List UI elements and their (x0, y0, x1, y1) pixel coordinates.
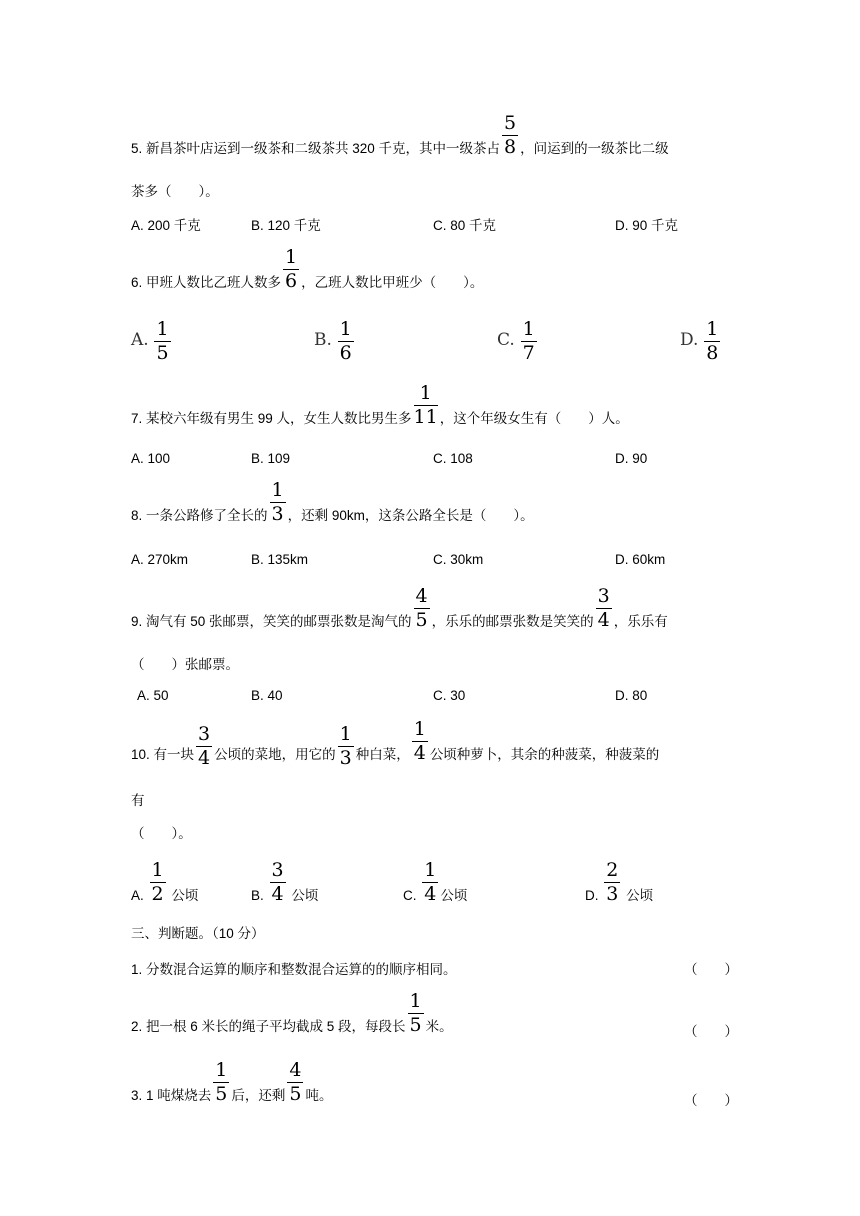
q9-option-c[interactable]: C. 30 (433, 688, 466, 703)
q10-text-c: 种白菜， (355, 747, 410, 763)
judge-item-1-answer[interactable]: （ ） (684, 962, 738, 977)
judge-item-3 (131, 1059, 333, 1118)
q9-fraction-1: $\frac{4}{5}$ (415, 585, 428, 631)
q5-option-c[interactable]: C. 80 千克 (433, 218, 497, 233)
q10-option-c-fraction: $\frac{1}{4}$ (424, 859, 437, 905)
judge-item-2-answer[interactable]: （ ） (684, 1024, 738, 1039)
judge-item-1-text: 1. 分数混合运算的顺序和整数混合运算的的顺序相同。 (131, 962, 457, 977)
q6-option-d[interactable]: D. $\frac{1}{8}$ (680, 318, 719, 364)
judge-item-3-fraction-1: $\frac{1}{5}$ (215, 1059, 228, 1105)
q6-option-c-fraction: $\frac{1}{7}$ (522, 318, 535, 364)
judge-item-3-text-b: 后，还剩 (231, 1088, 286, 1104)
q5-option-b[interactable]: B. 120 千克 (251, 218, 321, 233)
q8-option-b[interactable]: B. 135km (251, 552, 309, 567)
q6-option-c[interactable]: C. $\frac{1}{7}$ (497, 318, 535, 364)
q5-stem (131, 112, 669, 171)
judge-item-3-text-a: 3. 1 吨煤烧去 (131, 1088, 212, 1104)
q6-option-d-fraction: $\frac{1}{8}$ (706, 318, 719, 364)
q5-fraction: $\frac{5}{8}$ (504, 112, 517, 158)
q7-option-a[interactable]: A. 100 (131, 451, 171, 466)
q8-option-c[interactable]: C. 30km (433, 552, 484, 567)
section3-title: 三、判断题。（10 分） (131, 926, 265, 941)
q6-text-a: 6. 甲班人数比乙班人数多 (131, 275, 282, 291)
q9-stem (131, 585, 668, 644)
q5-option-d[interactable]: D. 90 千克 (615, 218, 679, 233)
q9-text-b: ，乐乐的邮票张数是笑笑的 (431, 614, 594, 630)
q9-text-a: 9. 淘气有 50 张邮票，笑笑的邮票张数是淘气的 (131, 614, 412, 630)
q10-stem (131, 718, 660, 777)
q10-option-a[interactable]: A. $\frac{1}{2}$ 公顷 (131, 859, 199, 905)
q10-option-d[interactable]: D. $\frac{2}{3}$ 公顷 (585, 859, 654, 905)
q8-text-b: ，还剩 90km，这条公路全长是（ ）。 (287, 508, 534, 524)
q6-text-b: ，乙班人数比甲班少（ ）。 (301, 275, 484, 291)
q10-option-b[interactable]: B. $\frac{3}{4}$ 公顷 (251, 859, 319, 905)
q9-option-a[interactable]: A. 50 (137, 688, 169, 703)
q10-fraction-3: $\frac{1}{4}$ (413, 718, 426, 764)
q7-fraction: $\frac{1}{11}$ (413, 382, 438, 428)
judge-item-2-fraction: $\frac{1}{5}$ (409, 990, 422, 1036)
judge-item-3-answer[interactable]: （ ） (684, 1093, 738, 1108)
q10-text-a: 10. 有一块 (131, 747, 195, 763)
q7-option-b[interactable]: B. 109 (251, 451, 291, 466)
q7-option-c[interactable]: C. 108 (433, 451, 473, 466)
q8-text-a: 8. 一条公路修了全长的 (131, 508, 268, 524)
q10-stem-line3: （ ）。 (131, 826, 192, 841)
q10-stem-line2: 有 (131, 793, 145, 808)
q6-stem (131, 246, 484, 305)
q10-option-b-fraction: $\frac{3}{4}$ (271, 859, 284, 905)
q6-option-a-fraction: $\frac{1}{5}$ (156, 318, 169, 364)
q8-option-d[interactable]: D. 60km (615, 552, 666, 567)
q7-stem (131, 382, 629, 441)
q6-option-b-fraction: $\frac{1}{6}$ (339, 318, 352, 364)
q10-fraction-2: $\frac{1}{3}$ (339, 723, 352, 769)
q9-option-d[interactable]: D. 80 (615, 688, 648, 703)
judge-item-2 (131, 990, 453, 1049)
q10-text-b: 公顷的菜地，用它的 (214, 747, 336, 763)
q9-fraction-2: $\frac{3}{4}$ (597, 585, 610, 631)
q10-text-d: 公顷种萝卜，其余的种菠菜，种菠菜的 (429, 747, 660, 763)
judge-item-2-text-b: 米。 (425, 1019, 453, 1035)
judge-item-3-fraction-2: $\frac{4}{5}$ (289, 1059, 302, 1105)
q5-option-a[interactable]: A. 200 千克 (131, 218, 201, 233)
q10-fraction-1: $\frac{3}{4}$ (198, 723, 211, 769)
q8-option-a[interactable]: A. 270km (131, 552, 189, 567)
q5-text-a: 5. 新昌茶叶店运到一级茶和二级茶共 320 千克，其中一级茶占 (131, 141, 501, 157)
q7-text-b: ，这个年级女生有（ ）人。 (439, 411, 629, 427)
q5-text-b: ，问运到的一级茶比二级 (520, 141, 669, 157)
q6-option-a[interactable]: A. $\frac{1}{5}$ (131, 318, 169, 364)
q8-stem (131, 479, 534, 538)
q6-option-b[interactable]: B. $\frac{1}{6}$ (314, 318, 352, 364)
q7-option-d[interactable]: D. 90 (615, 451, 648, 466)
q9-text-c: ，乐乐有 (613, 614, 668, 630)
q10-option-a-fraction: $\frac{1}{2}$ (151, 859, 164, 905)
judge-item-3-text-c: 吨。 (305, 1088, 333, 1104)
q7-text-a: 7. 某校六年级有男生 99 人，女生人数比男生多 (131, 411, 412, 427)
q9-stem-line2: （ ）张邮票。 (131, 657, 239, 672)
q10-option-d-fraction: $\frac{2}{3}$ (606, 859, 619, 905)
judge-item-2-text-a: 2. 把一根 6 米长的绳子平均截成 5 段，每段长 (131, 1019, 406, 1035)
q10-option-c[interactable]: C. $\frac{1}{4}$ 公顷 (403, 859, 468, 905)
q6-fraction: $\frac{1}{6}$ (285, 246, 298, 292)
q8-fraction: $\frac{1}{3}$ (271, 479, 284, 525)
q9-option-b[interactable]: B. 40 (251, 688, 283, 703)
q5-stem-line2: 茶多（ ）。 (131, 184, 219, 199)
